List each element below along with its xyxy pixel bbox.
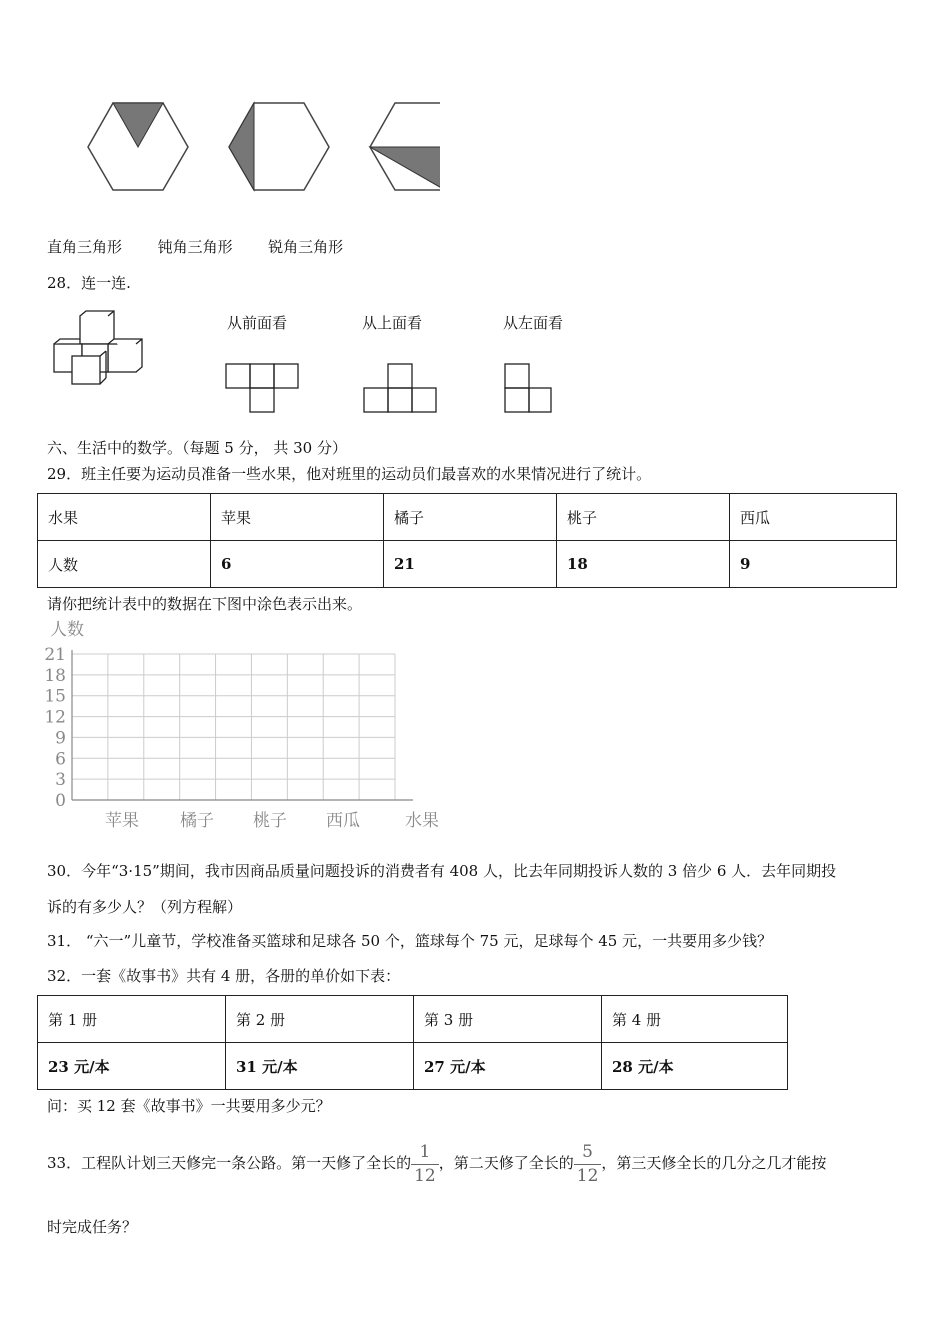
fruit-table-row <box>38 541 897 588</box>
y-tick-label: 18 <box>44 665 66 686</box>
table-cell: 西瓜 <box>730 494 897 541</box>
x-category-label: 桃子 <box>253 811 287 831</box>
cube-stack-figure <box>48 308 153 393</box>
y-tick-label: 0 <box>55 791 66 811</box>
top-view-shape <box>364 364 436 412</box>
q31-text: 31． “六一”儿童节，学校准备买篮球和足球各 50 个，篮球每个 75 元，足球每个 45 元，一共要用多少钱？ <box>47 932 773 950</box>
y-tick-label: 3 <box>55 770 66 791</box>
table-cell: 9 <box>730 541 897 588</box>
table-cell: 第 2 册 <box>226 996 414 1043</box>
table-cell: 苹果 <box>211 494 384 541</box>
q33-part1: 33．工程队计划三天修完一条公路。第一天修了全长的 <box>47 1154 412 1172</box>
table-cell: 27 元/本 <box>414 1043 602 1090</box>
fraction-5-12: $\frac{5}{12}$ <box>574 1144 602 1185</box>
view-shapes <box>220 358 560 418</box>
blank-bar-chart <box>30 612 460 837</box>
hexagon-2 <box>229 103 329 190</box>
fruit-table <box>37 493 897 588</box>
hexagon-3 <box>370 103 440 190</box>
q33-part3: ，第三天修全长的几分之几才能按 <box>601 1154 827 1172</box>
q30-line2: 诉的有多少人？（列方程解） <box>47 898 243 916</box>
x-category-label: 西瓜 <box>326 811 360 831</box>
view-label-left: 从左面看 <box>503 314 564 332</box>
x-category-label: 橘子 <box>180 811 214 831</box>
table-cell: 人数 <box>38 541 211 588</box>
y-tick-label: 21 <box>44 645 66 665</box>
q28-title: 28．连一连. <box>47 274 131 292</box>
book-price-table <box>37 995 788 1090</box>
label-acute-triangle: 锐角三角形 <box>268 238 344 256</box>
table-cell: 第 1 册 <box>38 996 226 1043</box>
q32-question: 问：买 12 套《故事书》一共要用多少元？ <box>47 1097 331 1115</box>
table-cell: 28 元/本 <box>602 1043 788 1090</box>
q33-line2: 时完成任务？ <box>47 1218 138 1236</box>
x-axis-label: 水果 <box>405 811 439 831</box>
section6-title: 六、生活中的数学。（每题 5 分， 共 30 分） <box>47 439 347 457</box>
view-label-front: 从前面看 <box>227 314 288 332</box>
hexagon-1 <box>88 103 188 190</box>
table-cell: 6 <box>211 541 384 588</box>
y-tick-label: 12 <box>44 707 66 728</box>
view-label-top: 从上面看 <box>362 314 423 332</box>
y-axis-label: 人数 <box>50 620 84 640</box>
fraction-1-12: $\frac{1}{12}$ <box>411 1144 439 1185</box>
label-obtuse-triangle: 钝角三角形 <box>157 238 233 256</box>
y-tick-label: 6 <box>55 749 66 770</box>
q29-instruction: 请你把统计表中的数据在下图中涂色表示出来。 <box>47 595 363 613</box>
table-cell: 21 <box>384 541 557 588</box>
x-category-label: 苹果 <box>105 811 139 831</box>
y-tick-label: 15 <box>44 686 66 707</box>
fruit-table-header <box>38 494 897 541</box>
table-cell: 第 3 册 <box>414 996 602 1043</box>
q33-part2: ，第二天修了全长的 <box>438 1154 574 1172</box>
table-cell: 第 4 册 <box>602 996 788 1043</box>
q32-title: 32．一套《故事书》共有 4 册，各册的单价如下表： <box>47 967 401 985</box>
table-cell: 23 元/本 <box>38 1043 226 1090</box>
left-view-shape <box>505 364 551 412</box>
q33-line1 <box>47 1128 826 1198</box>
q29-title: 29．班主任要为运动员准备一些水果，他对班里的运动员们最喜欢的水果情况进行了统计。 <box>47 465 652 483</box>
table-cell: 水果 <box>38 494 211 541</box>
book-table-row <box>38 1043 788 1090</box>
table-cell: 桃子 <box>557 494 730 541</box>
hexagon-labels <box>47 236 343 257</box>
y-tick-label: 9 <box>55 728 66 749</box>
hexagon-figures <box>40 95 440 200</box>
q30-line1: 30．今年“3·15”期间，我市因商品质量问题投诉的消费者有 408 人，比去年同期投诉人数的 3 倍少 6 人．去年同期投 <box>47 862 837 880</box>
table-cell: 橘子 <box>384 494 557 541</box>
label-right-triangle: 直角三角形 <box>47 238 123 256</box>
front-view-shape <box>226 364 298 412</box>
book-table-header <box>38 996 788 1043</box>
table-cell: 31 元/本 <box>226 1043 414 1090</box>
table-cell: 18 <box>557 541 730 588</box>
